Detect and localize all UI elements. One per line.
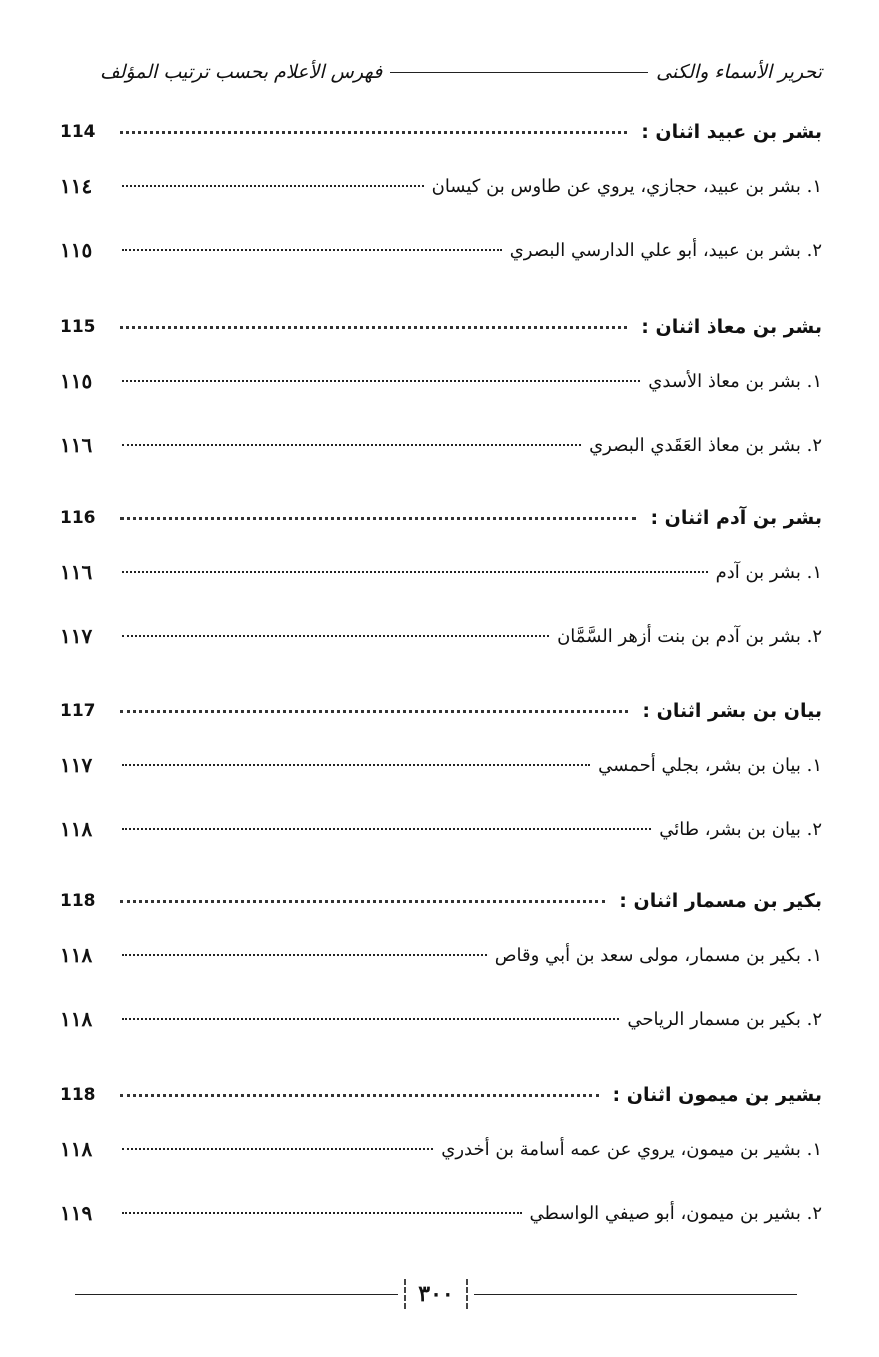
page-footer	[75, 1272, 797, 1316]
entry-text: ١. بشر بن عبيد، حجازي، يروي عن طاوس بن كيسان	[431, 175, 822, 197]
dot-leader	[120, 1094, 599, 1097]
dot-leader	[122, 764, 590, 766]
entry-page: ١١٨	[60, 1007, 93, 1031]
header-book-title: تحرير الأسماء والكنى	[656, 61, 822, 83]
entry-page: ١١٨	[60, 943, 93, 967]
entry-text: ١. بشير بن ميمون، يروي عن عمه أسامة بن أخدري	[441, 1138, 822, 1160]
dot-leader	[120, 326, 627, 329]
section-title: بيان بن بشر اثنان :	[642, 700, 822, 722]
index-section	[60, 307, 822, 465]
section-page: 117	[60, 701, 96, 721]
footer-rule-right	[474, 1294, 797, 1295]
section-page: 114	[60, 122, 96, 142]
entry-page: ١١٦	[60, 560, 93, 584]
header-index-title: فهرس الأعلام بحسب ترتيب المؤلف	[100, 61, 383, 83]
footer-rule-left	[75, 1294, 398, 1295]
index-entry	[60, 935, 822, 975]
section-title: بشر بن عبيد اثنان :	[641, 121, 822, 143]
entry-page: ١١٧	[60, 624, 93, 648]
entry-text: ٢. بشر بن عبيد، أبو علي الدارسي البصري	[509, 239, 822, 261]
index-section	[60, 691, 822, 849]
entry-page: ١١٦	[60, 433, 93, 457]
dot-leader	[122, 954, 487, 956]
entry-page: ١١٨	[60, 817, 93, 841]
entry-text: ١. بشر بن آدم	[715, 561, 822, 583]
index-entry	[60, 809, 822, 849]
index-entry	[60, 552, 822, 592]
entry-text: ١. بيان بن بشر، بجلي أحمسي	[598, 754, 822, 776]
index-entry	[60, 230, 822, 270]
section-page: 118	[60, 891, 96, 911]
dot-leader	[120, 517, 636, 520]
index-section	[60, 498, 822, 656]
entry-text: ١. بكير بن مسمار، مولى سعد بن أبي وقاص	[494, 944, 822, 966]
index-entry	[60, 1193, 822, 1233]
index-section	[60, 112, 822, 270]
dot-leader	[120, 710, 628, 713]
dot-leader	[122, 185, 424, 187]
index-section	[60, 881, 822, 1039]
dot-leader	[122, 444, 581, 446]
section-heading	[60, 498, 822, 538]
entry-page: ١١٩	[60, 1201, 93, 1225]
dot-leader	[120, 900, 605, 903]
index-entry	[60, 1129, 822, 1169]
entry-text: ٢. بشر بن معاذ العَقَدي البصري	[589, 434, 822, 456]
section-heading	[60, 112, 822, 152]
dot-leader	[122, 1212, 522, 1214]
entry-page: ١١٥	[60, 238, 93, 262]
index-section	[60, 1075, 822, 1233]
dot-leader	[122, 571, 708, 573]
section-heading	[60, 1075, 822, 1115]
dot-leader	[122, 635, 549, 637]
section-heading	[60, 881, 822, 921]
dot-leader	[122, 1148, 433, 1150]
section-title: بكير بن مسمار اثنان :	[619, 890, 822, 912]
index-entry	[60, 425, 822, 465]
index-entry	[60, 616, 822, 656]
section-title: بشر بن معاذ اثنان :	[641, 316, 822, 338]
entry-text: ١. بشر بن معاذ الأسدي	[648, 370, 822, 392]
entry-page: ١١٧	[60, 753, 93, 777]
entry-text: ٢. بكير بن مسمار الرياحي	[627, 1008, 822, 1030]
section-title: بشر بن آدم اثنان :	[650, 507, 822, 529]
index-entry	[60, 999, 822, 1039]
page-number: ٣٠٠	[404, 1279, 467, 1309]
entry-page: ١١٨	[60, 1137, 93, 1161]
header-rule	[390, 72, 648, 73]
dot-leader	[122, 249, 502, 251]
dot-leader	[122, 380, 640, 382]
entry-text: ٢. بشير بن ميمون، أبو صيفي الواسطي	[529, 1202, 822, 1224]
section-page: 115	[60, 317, 96, 337]
section-page: 118	[60, 1085, 96, 1105]
index-entry	[60, 745, 822, 785]
section-heading	[60, 307, 822, 347]
index-entry	[60, 166, 822, 206]
section-heading	[60, 691, 822, 731]
dot-leader	[122, 1018, 619, 1020]
section-page: 116	[60, 508, 96, 528]
index-entry	[60, 361, 822, 401]
section-title: بشير بن ميمون اثنان :	[612, 1084, 822, 1106]
running-header	[100, 55, 822, 89]
entry-page: ١١٤	[60, 174, 93, 198]
entry-text: ٢. بيان بن بشر، طائي	[659, 818, 822, 840]
entry-page: ١١٥	[60, 369, 93, 393]
dot-leader	[120, 131, 627, 134]
entry-text: ٢. بشر بن آدم بن بنت أزهر السَّمَّان	[557, 625, 822, 647]
dot-leader	[122, 828, 651, 830]
